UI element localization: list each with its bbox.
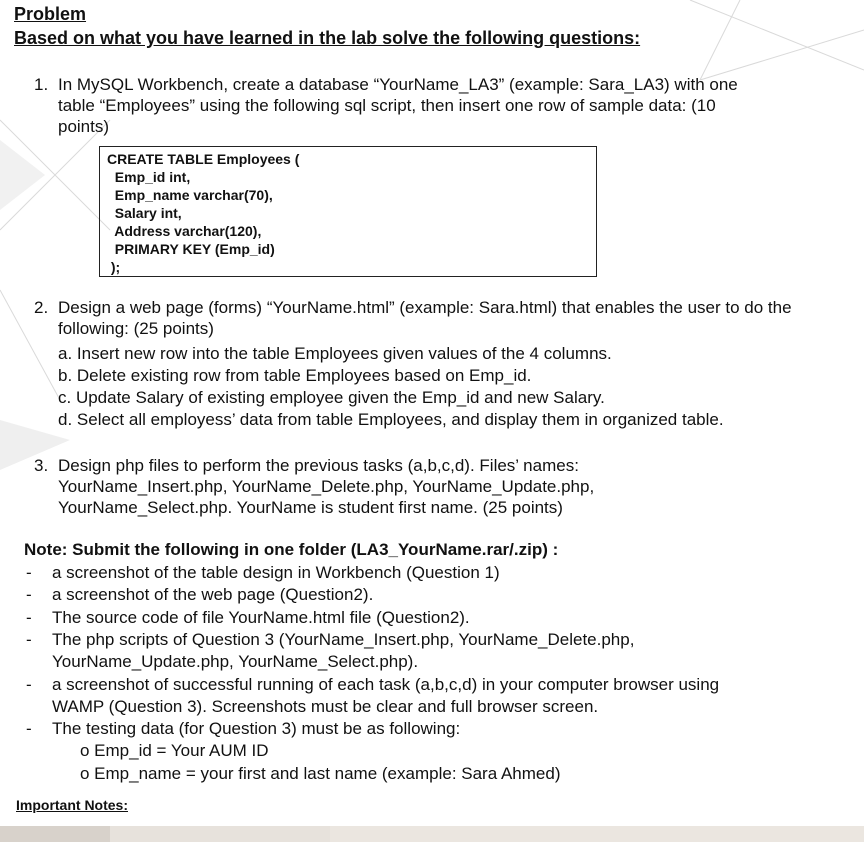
strip-segment [330, 826, 864, 842]
problem-heading: Problem [14, 4, 87, 24]
note-bullet: a screenshot of the table design in Workbench (Question 1) [52, 563, 500, 582]
q2-number: 2. [34, 298, 49, 317]
bullet-dash: - [26, 719, 32, 738]
note-title: Note: Submit the following in one folder (LA3_YourName.rar/.zip) : [24, 540, 559, 559]
note-bullet-cont: YourName_Update.php, YourName_Select.php). [52, 652, 419, 671]
q3-line: YourName_Select.php. YourName is student first name. (25 points) [58, 498, 563, 517]
q2-item-c: c. Update Salary of existing employee given the Emp_id and new Salary. [58, 388, 605, 407]
q2-item-d: d. Select all employess’ data from table Employees, and display them in organized table. [58, 410, 724, 429]
q3-line: Design php files to perform the previous tasks (a,b,c,d). Files’ names: [58, 456, 579, 475]
bottom-edge-strip [0, 826, 864, 842]
q1-line: points) [58, 117, 110, 136]
note-bullet: The testing data (for Question 3) must be as following: [52, 719, 461, 738]
sub-bullet-empname: o Emp_name = your first and last name (example: Sara Ahmed) [80, 764, 561, 783]
bullet-dash: - [26, 563, 32, 582]
note-bullet-cont: WAMP (Question 3). Screenshots must be clear and full browser screen. [52, 697, 599, 716]
code-line: PRIMARY KEY (Emp_id) [107, 241, 275, 257]
q2-item-b: b. Delete existing row from table Employees based on Emp_id. [58, 366, 532, 385]
bullet-dash: - [26, 630, 32, 649]
important-notes-heading: Important Notes: [16, 797, 128, 813]
bullet-dash: - [26, 675, 32, 694]
code-line: CREATE TABLE Employees ( [107, 151, 300, 167]
bullet-dash: - [26, 585, 32, 604]
code-line: ); [107, 259, 121, 275]
note-bullet: The source code of file YourName.html file (Question2). [52, 608, 470, 627]
note-bullet: The php scripts of Question 3 (YourName_Insert.php, YourName_Delete.php, [52, 630, 635, 649]
q2-line: Design a web page (forms) “YourName.html” (example: Sara.html) that enables the user to do the [58, 298, 792, 317]
note-bullet: a screenshot of successful running of each task (a,b,c,d) in your computer browser using [52, 675, 720, 694]
q2-item-a: a. Insert new row into the table Employees given values of the 4 columns. [58, 344, 612, 363]
q3-number: 3. [34, 456, 49, 475]
code-line: Salary int, [107, 205, 182, 221]
code-line: Address varchar(120), [107, 223, 262, 239]
instructions-heading: Based on what you have learned in the lab solve the following questions: [14, 28, 641, 48]
bullet-dash: - [26, 608, 32, 627]
sub-bullet-empid: o Emp_id = Your AUM ID [80, 741, 269, 760]
note-bullet: a screenshot of the web page (Question2). [52, 585, 374, 604]
q3-line: YourName_Insert.php, YourName_Delete.php, YourName_Update.php, [58, 477, 595, 496]
q1-line: In MySQL Workbench, create a database “YourName_LA3” (example: Sara_LA3) with one [58, 75, 738, 94]
strip-segment [0, 826, 110, 842]
code-line: Emp_name varchar(70), [107, 187, 273, 203]
q1-number: 1. [34, 75, 49, 94]
q1-line: table “Employees” using the following sql script, then insert one row of sample data: (10 [58, 96, 716, 115]
sql-code-box [99, 146, 597, 277]
q2-line: following: (25 points) [58, 319, 214, 338]
code-line: Emp_id int, [107, 169, 191, 185]
